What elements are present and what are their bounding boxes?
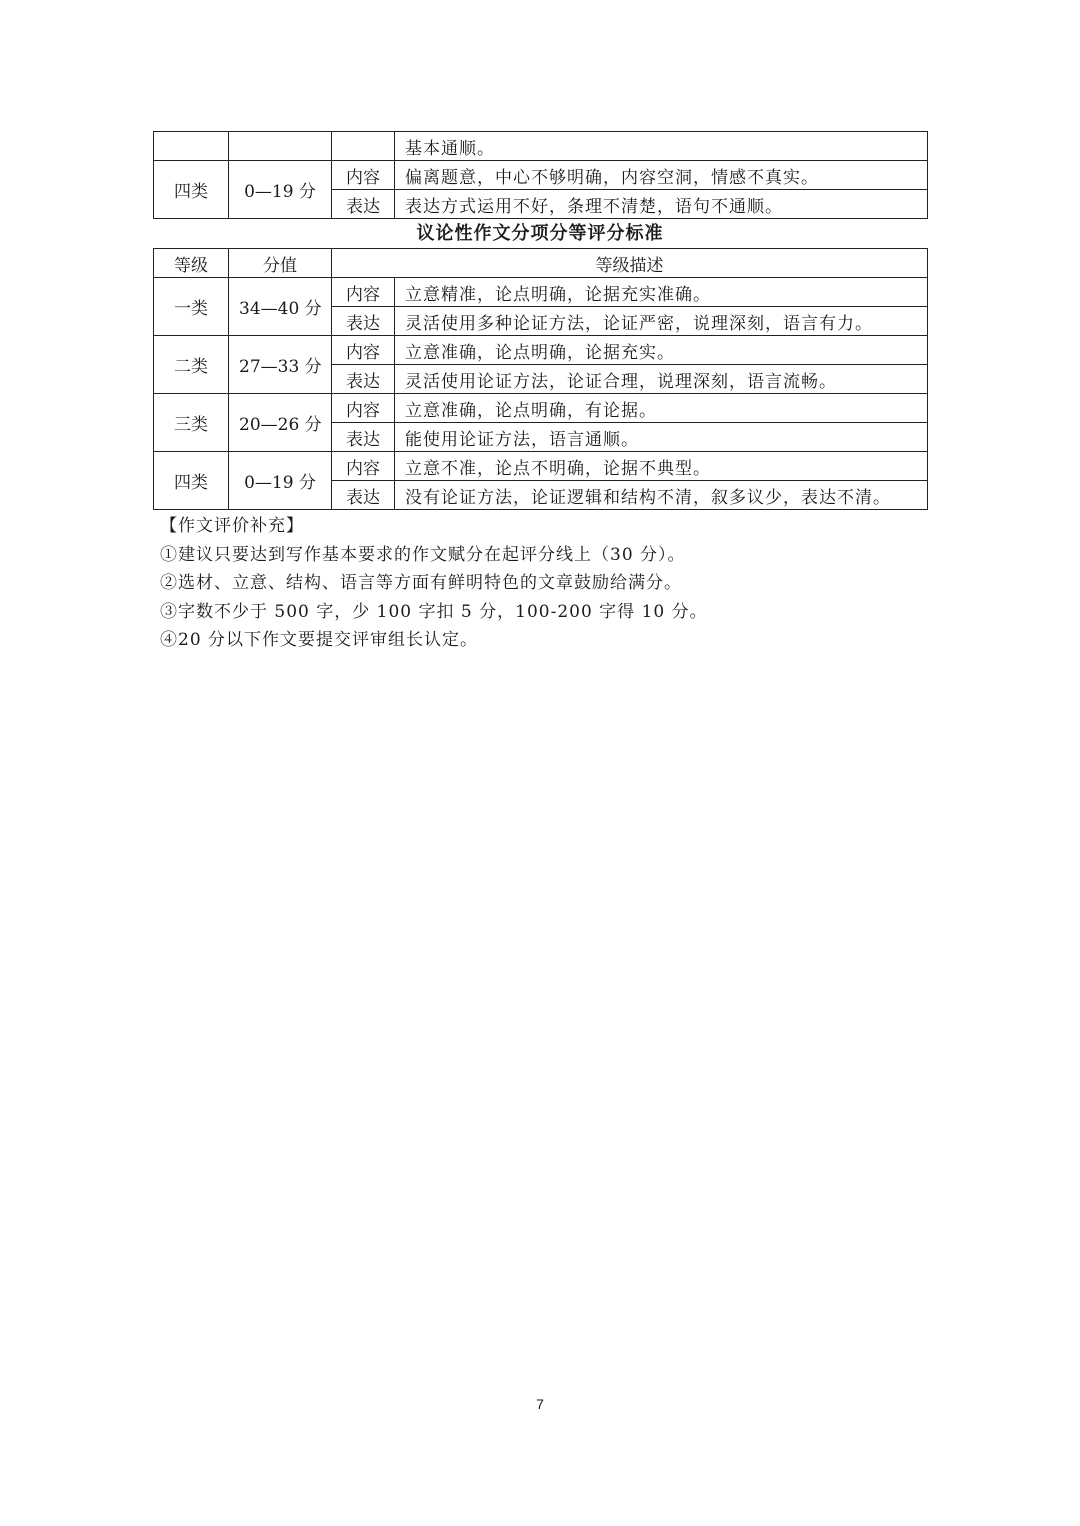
description-cell: 能使用论证方法，语言通顺。 [395,423,928,452]
grade-cell: 四类 [154,452,229,510]
aspect-cell: 表达 [332,423,395,452]
description-cell: 立意精准，论点明确，论据充实准确。 [395,278,928,307]
grade-header: 等级 [154,249,229,278]
supplement-item: ④20 分以下作文要提交评审组长认定。 [160,630,479,650]
description-cell: 灵活使用多种论证方法，论证严密，说理深刻，语言有力。 [395,307,928,336]
description-cell: 基本通顺。 [395,132,928,161]
aspect-cell: 内容 [332,452,395,481]
continuation-table [153,131,928,219]
supplement-item: ③字数不少于 500 字，少 100 字扣 5 分，100-200 字得 10 分。 [160,601,708,622]
score-cell: 27—33 分 [229,336,332,394]
aspect-cell: 内容 [332,394,395,423]
table-row [154,394,928,423]
description-header: 等级描述 [332,249,928,278]
description-cell: 立意准确，论点明确，有论据。 [395,394,928,423]
supplement-heading: 【作文评价补充】 [160,516,304,536]
score-cell: 34—40 分 [229,278,332,336]
grade-cell: 四类 [154,161,229,219]
aspect-cell: 表达 [332,190,395,219]
aspect-cell: 内容 [332,336,395,365]
aspect-cell: 内容 [332,161,395,190]
empty-cell [332,132,395,161]
argumentative-scoring-table [153,248,928,510]
table-row [154,161,928,190]
table-row [154,336,928,365]
table-row [154,452,928,481]
description-cell: 立意不准，论点不明确，论据不典型。 [395,452,928,481]
table-row [154,132,928,161]
table-title: 议论性作文分项分等评分标准 [416,223,664,244]
score-header: 分值 [229,249,332,278]
grade-cell: 一类 [154,278,229,336]
score-cell: 20—26 分 [229,394,332,452]
grade-cell: 三类 [154,394,229,452]
description-cell: 立意准确，论点明确，论据充实。 [395,336,928,365]
supplement-notes [160,512,708,655]
score-cell: 0—19 分 [229,452,332,510]
empty-cell [229,132,332,161]
supplement-item: ①建议只要达到写作基本要求的作文赋分在起评分线上（30 分）。 [160,544,686,565]
page-number: 7 [536,1396,544,1412]
aspect-cell: 内容 [332,278,395,307]
table-row [154,278,928,307]
description-cell: 灵活使用论证方法，论证合理，说理深刻，语言流畅。 [395,365,928,394]
aspect-cell: 表达 [332,365,395,394]
description-cell: 表达方式运用不好，条理不清楚，语句不通顺。 [395,190,928,219]
description-cell: 偏离题意，中心不够明确，内容空洞，情感不真实。 [395,161,928,190]
description-cell: 没有论证方法，论证逻辑和结构不清，叙多议少，表达不清。 [395,481,928,510]
table-header-row [154,249,928,278]
empty-cell [154,132,229,161]
score-cell: 0—19 分 [229,161,332,219]
grade-cell: 二类 [154,336,229,394]
aspect-cell: 表达 [332,307,395,336]
aspect-cell: 表达 [332,481,395,510]
supplement-item: ②选材、立意、结构、语言等方面有鲜明特色的文章鼓励给满分。 [160,573,682,593]
